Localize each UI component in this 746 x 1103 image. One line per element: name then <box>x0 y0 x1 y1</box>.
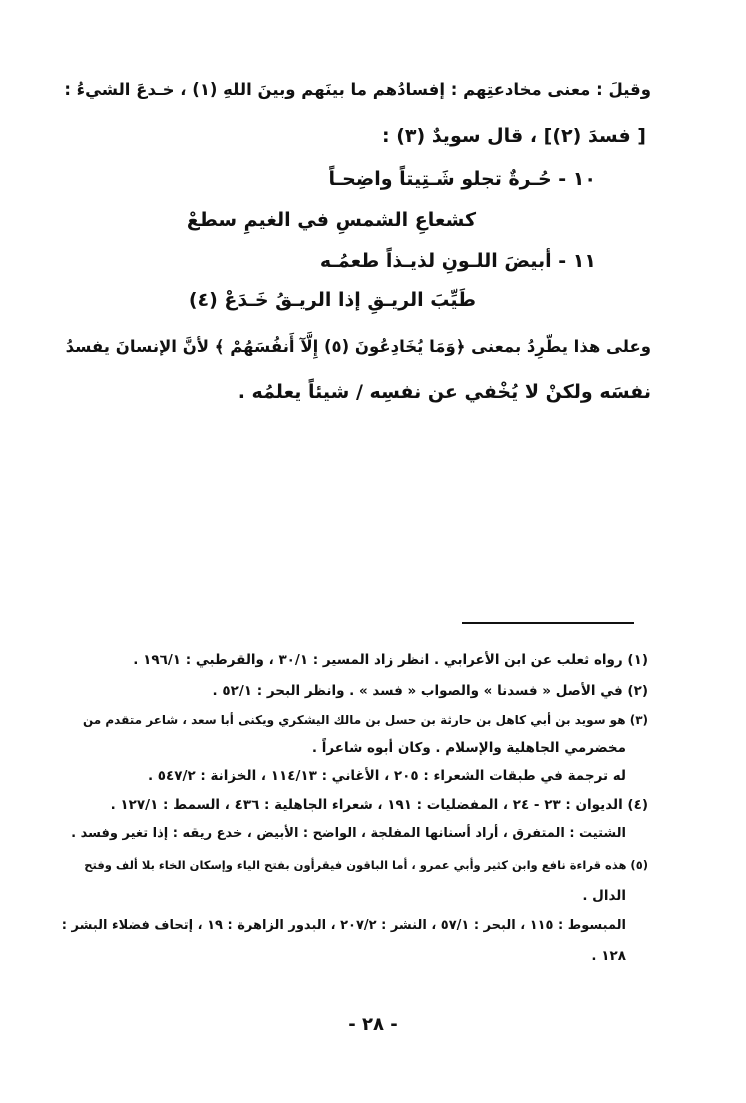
main-text-line-7: وعلى هذا يطّرِدُ بمعنى ﴿وَمَا يُخَادِعُونَ (٥) إِلَّآ أَنفُسَهُمْ ﴾ لأنَّ الإنسانَ يفسدُ <box>65 337 651 356</box>
footnote-5-line-3: المبسوط : ١١٥ ، البحر : ٥٧/١ ، النشر : ٢٠٧/٢ ، البدور الزاهرة : ١٩ ، إتحاف فضلاء البشر : <box>61 918 626 933</box>
footnote-separator <box>462 622 634 624</box>
footnote-5-line-1: (٥) هذه قراءة نافع وابن كثير وأبي عمرو ، أما الباقون فيقرأون بفتح الياء وإسكان الخاء بلا ألف وفتح <box>84 858 648 872</box>
main-text-line-2: [ فسدَ (٢)] ، قال سويدٌ (٣) : <box>382 125 646 147</box>
footnote-4-line-1: (٤) الديوان : ٢٣ - ٢٤ ، المفضليات : ١٩١ ، شعراء الجاهلية : ٤٣٦ ، السمط : ١٢٧/١ . <box>110 797 648 813</box>
footnote-5-line-2: الدال . <box>582 888 626 904</box>
footnote-3-line-1: (٣) هو سويد بن أبي كاهل بن حارثة بن حسل بن مالك اليشكري ويكنى أبا سعد ، شاعر متقدم من <box>82 713 648 727</box>
footnote-2: (٢) في الأصل « فسدنا » والصواب « فسد » . وانظر البحر : ٥٢/١ . <box>212 683 648 699</box>
main-text-line-1: وقيلَ : معنى مخادعتِهم : إفسادُهم ما بينَهم وبينَ اللهِ (١) ، خـدعَ الشيءُ : <box>64 80 651 99</box>
verse-10-second-hemistich: كشعاعِ الشمسِ في الغيمِ سطعْ <box>186 209 476 231</box>
footnote-3-line-2: مخضرمي الجاهلية والإسلام . وكان أبوه شاعراً . <box>311 740 626 756</box>
main-text-line-8: نفسَه ولكنْ لا يُخْفي عن نفسِه / شيئاً يعلمُه . <box>237 381 651 403</box>
verse-11-first-hemistich: ١١ - أبيضَ اللـونِ لذيـذاً طعمُـه <box>319 250 596 272</box>
footnote-5-line-4: ١٢٨ . <box>591 948 626 964</box>
page-number: - ٢٨ - <box>348 1014 398 1035</box>
footnote-1: (١) رواه ثعلب عن ابن الأعرابي . انظر زاد المسير : ٣٠/١ ، والقرطبي : ١٩٦/١ . <box>133 652 648 668</box>
verse-11-second-hemistich: طَيِّبَ الريـقِ إذا الريـقُ خَـدَعْ (٤) <box>188 289 476 311</box>
verse-10-first-hemistich: ١٠ - حُـرةٌ تجلو شَـتِيتاً واضِحـاً <box>328 168 596 190</box>
footnote-4-line-2: الشتيت : المتفرق ، أراد أسنانها المفلجة ، الواضح : الأبيض ، خدع ريقه : إذا تغير وفسد . <box>71 826 626 841</box>
footnote-3-line-3: له ترجمة في طبقات الشعراء : ٢٠٥ ، الأغاني : ١١٤/١٣ ، الخزانة : ٥٤٧/٢ . <box>147 768 626 784</box>
